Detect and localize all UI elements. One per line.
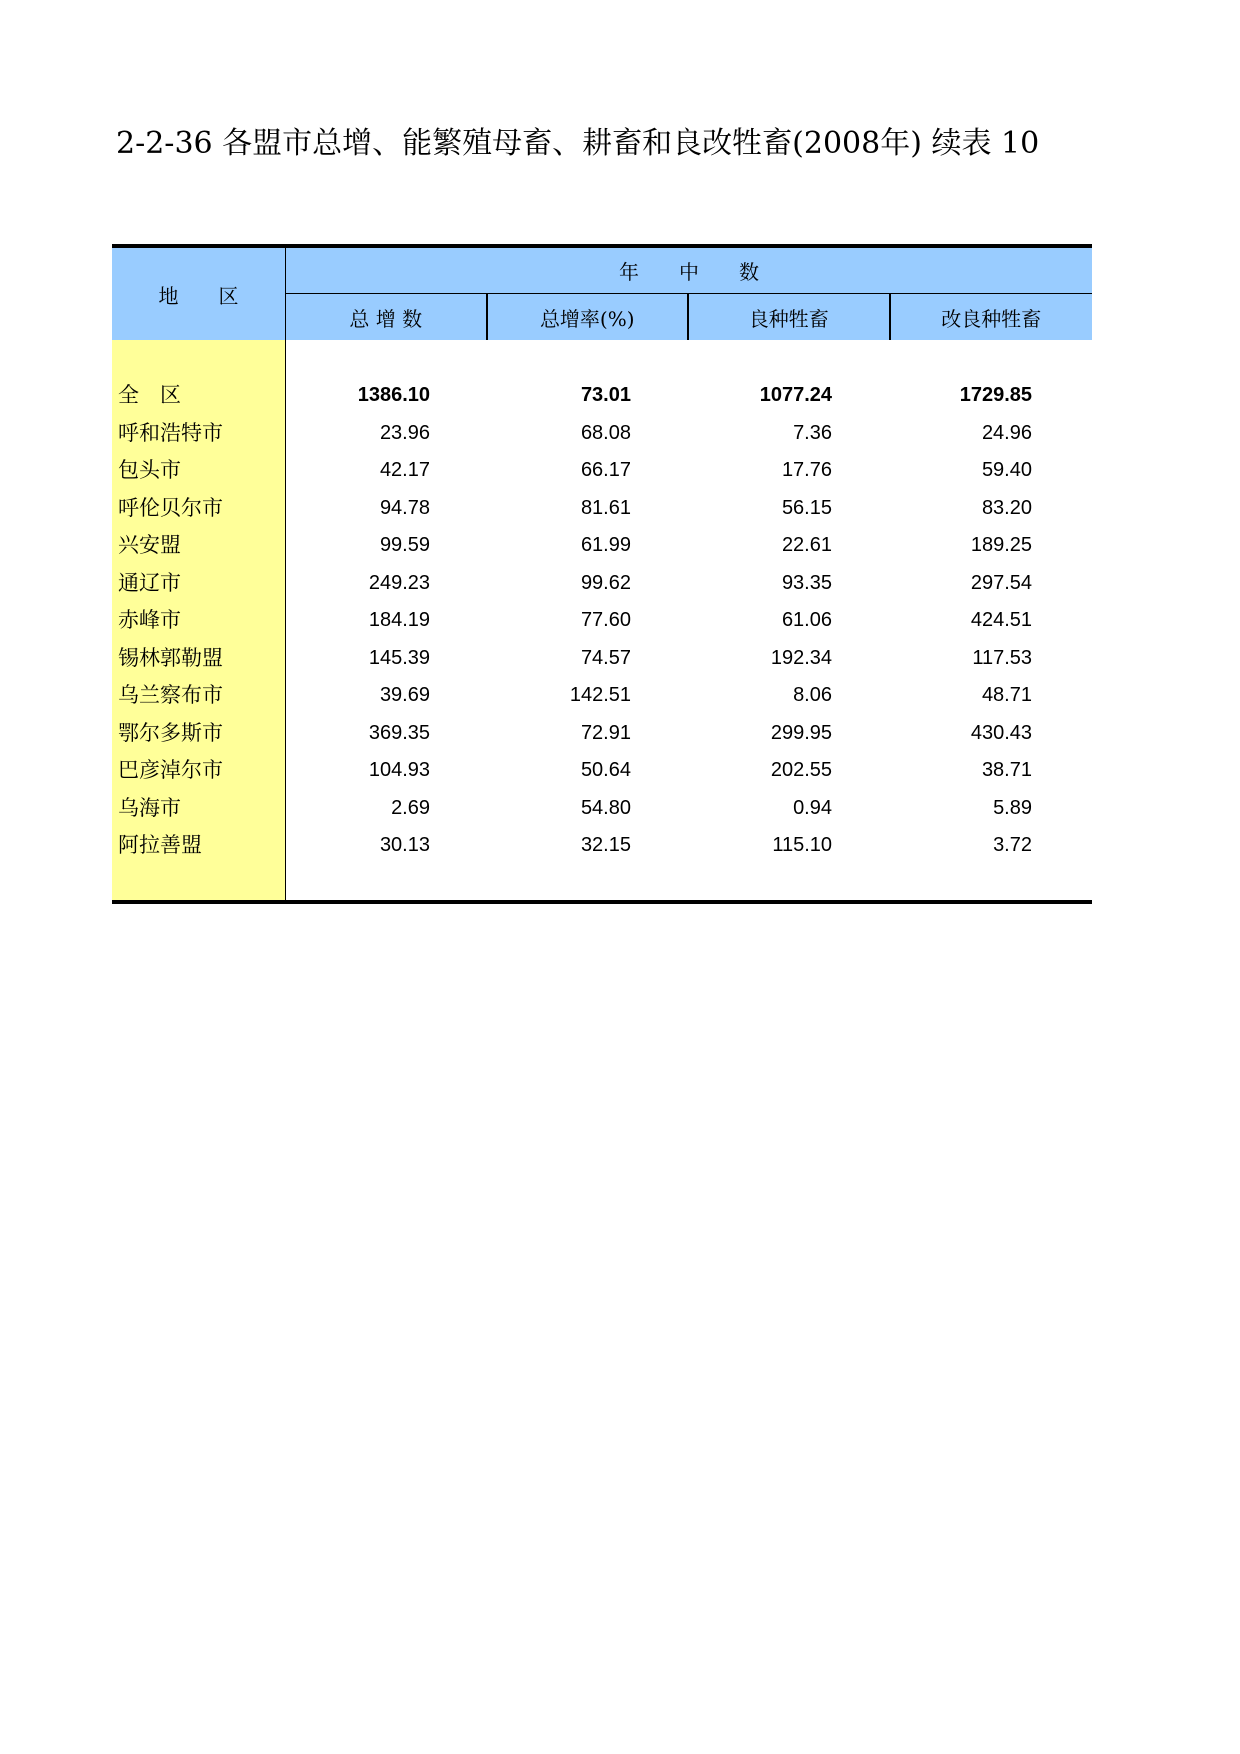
table-bottom-rule bbox=[112, 900, 1092, 904]
value-cell: 54.80 bbox=[580, 796, 631, 819]
value-cell: 99.59 bbox=[379, 534, 430, 556]
value-cell: 50.64 bbox=[580, 759, 631, 781]
table-row bbox=[112, 415, 1092, 452]
value-cell: 32.15 bbox=[580, 834, 631, 856]
value-cell: 184.19 bbox=[368, 609, 430, 631]
header-total-increase: 总 增 数 bbox=[286, 294, 488, 340]
value-cell: 48.71 bbox=[981, 684, 1032, 706]
value-cell: 61.06 bbox=[781, 609, 832, 631]
table-row-total bbox=[112, 377, 1092, 414]
table-row bbox=[112, 602, 1092, 639]
region-name: 包头市 bbox=[118, 458, 181, 482]
region-name: 巴彦淖尔市 bbox=[118, 758, 223, 782]
value-cell: 59.40 bbox=[981, 459, 1032, 481]
page-title: 2-2-36 各盟市总增、能繁殖母畜、耕畜和良改牲畜(2008年) 续表 10 bbox=[116, 126, 1040, 161]
value-cell: 61.99 bbox=[580, 534, 631, 556]
value-cell: 299.95 bbox=[770, 721, 832, 744]
value-cell: 430.43 bbox=[970, 721, 1032, 744]
region-name: 鄂尔多斯市 bbox=[118, 720, 223, 745]
region-name: 呼和浩特市 bbox=[118, 420, 223, 445]
value-cell: 30.13 bbox=[379, 834, 430, 856]
value-cell: 17.76 bbox=[781, 459, 832, 481]
value-cell: 2.69 bbox=[391, 796, 430, 819]
value-cell: 0.94 bbox=[793, 796, 832, 819]
value-cell: 22.61 bbox=[781, 534, 832, 556]
value-cell: 369.35 bbox=[368, 721, 430, 744]
value-cell: 73.01 bbox=[580, 384, 631, 406]
value-cell: 1386.10 bbox=[357, 384, 430, 406]
value-cell: 77.60 bbox=[580, 609, 631, 631]
value-cell: 38.71 bbox=[981, 759, 1032, 781]
region-name: 锡林郭勒盟 bbox=[118, 645, 223, 670]
value-cell: 74.57 bbox=[580, 646, 631, 669]
region-name: 乌兰察布市 bbox=[118, 683, 223, 707]
table-row bbox=[112, 715, 1092, 752]
value-cell: 83.20 bbox=[981, 496, 1032, 519]
value-cell: 93.35 bbox=[781, 571, 832, 594]
value-cell: 5.89 bbox=[993, 796, 1032, 819]
table-row bbox=[112, 640, 1092, 677]
table-row bbox=[112, 827, 1092, 864]
value-cell: 99.62 bbox=[580, 571, 631, 594]
value-cell: 68.08 bbox=[580, 421, 631, 444]
value-cell: 56.15 bbox=[781, 496, 832, 519]
value-cell: 117.53 bbox=[972, 646, 1032, 669]
table-row bbox=[112, 790, 1092, 827]
value-cell: 145.39 bbox=[368, 646, 430, 669]
table-row bbox=[112, 527, 1092, 564]
table-row bbox=[112, 565, 1092, 602]
table-row bbox=[112, 490, 1092, 527]
header-region: 地 区 bbox=[112, 248, 286, 340]
value-cell: 8.06 bbox=[793, 684, 832, 706]
value-cell: 142.51 bbox=[569, 684, 631, 706]
value-cell: 424.51 bbox=[970, 609, 1032, 631]
region-name: 乌海市 bbox=[118, 795, 181, 820]
region-name: 阿拉善盟 bbox=[118, 833, 202, 857]
value-cell: 297.54 bbox=[970, 571, 1032, 594]
region-name: 通辽市 bbox=[118, 570, 181, 595]
value-cell: 202.55 bbox=[770, 759, 832, 781]
value-cell: 7.36 bbox=[793, 421, 832, 444]
region-name: 赤峰市 bbox=[118, 608, 181, 632]
table-row bbox=[112, 677, 1092, 714]
header-group: 年 中 数 bbox=[286, 248, 1092, 294]
data-table bbox=[112, 244, 1092, 904]
value-cell: 104.93 bbox=[368, 759, 430, 781]
header-improved-variety: 改良种牲畜 bbox=[891, 294, 1093, 340]
value-cell: 192.34 bbox=[770, 646, 832, 669]
value-cell: 1077.24 bbox=[759, 384, 832, 406]
region-name: 呼伦贝尔市 bbox=[118, 495, 223, 520]
region-name: 兴安盟 bbox=[118, 533, 181, 557]
value-cell: 81.61 bbox=[580, 496, 631, 519]
value-cell: 66.17 bbox=[580, 459, 631, 481]
value-cell: 189.25 bbox=[970, 534, 1032, 556]
value-cell: 3.72 bbox=[993, 834, 1032, 856]
value-cell: 39.69 bbox=[379, 684, 430, 706]
value-cell: 23.96 bbox=[379, 421, 430, 444]
header-increase-rate: 总增率(%) bbox=[488, 294, 690, 340]
value-cell: 115.10 bbox=[772, 834, 832, 856]
value-cell: 72.91 bbox=[580, 721, 631, 744]
value-cell: 94.78 bbox=[379, 496, 430, 519]
header-improved-breed: 良种牲畜 bbox=[689, 294, 891, 340]
value-cell: 24.96 bbox=[981, 421, 1032, 444]
value-cell: 42.17 bbox=[379, 459, 430, 481]
table-row bbox=[112, 452, 1092, 489]
table-row bbox=[112, 752, 1092, 789]
region-name: 全 区 bbox=[118, 383, 181, 407]
value-cell: 1729.85 bbox=[959, 384, 1032, 406]
value-cell: 249.23 bbox=[368, 571, 430, 594]
